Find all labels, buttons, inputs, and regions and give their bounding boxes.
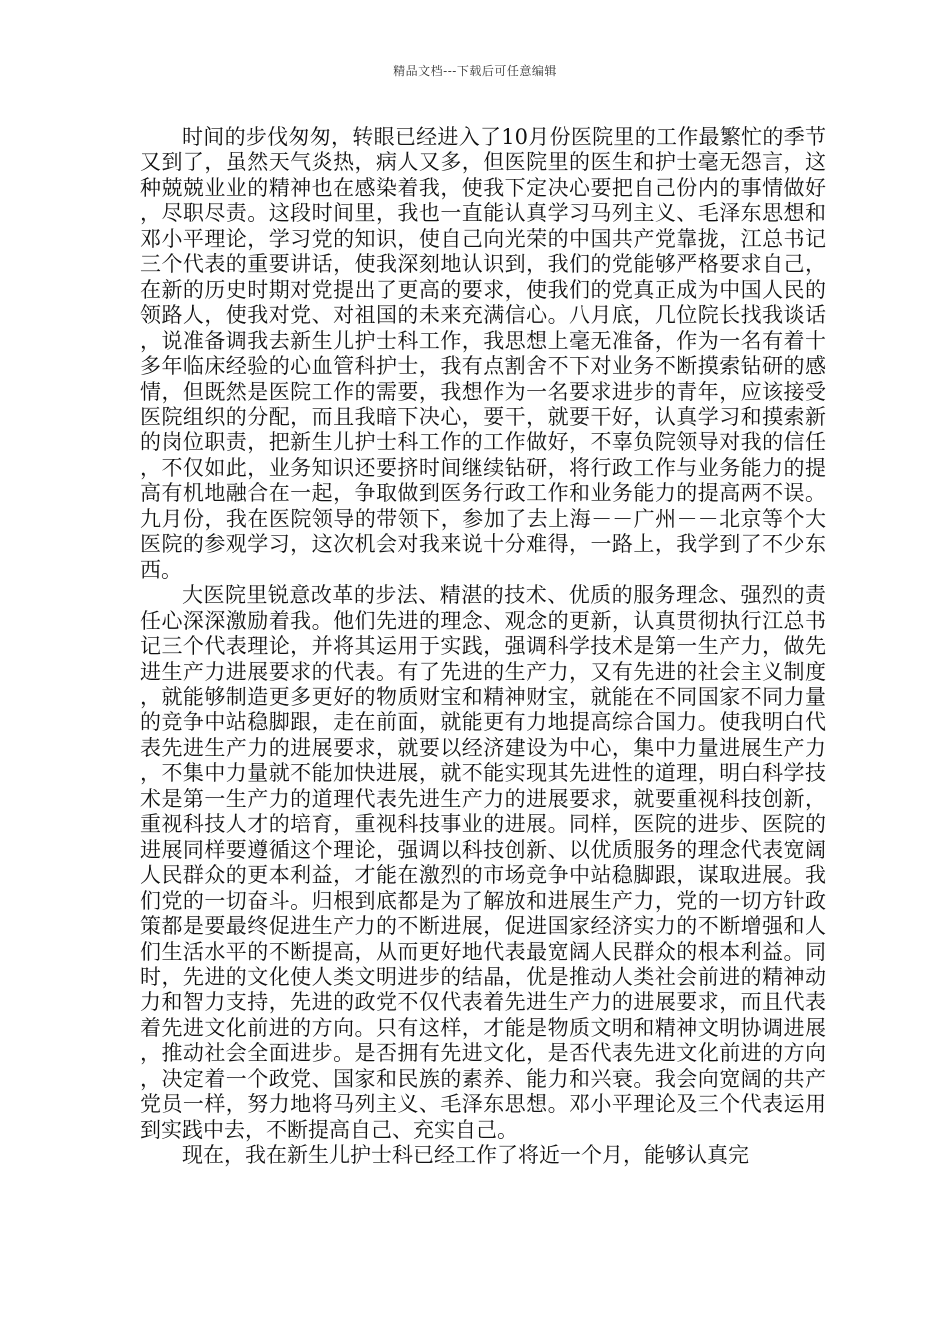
paragraph: 大医院里锐意改革的步法、精湛的技术、优质的服务理念、强烈的责任心深深激励着我。他们先进的理念、观念的更新，认真贯彻执行江总书记三个代表理论，并将其运用于实践，强调科学技术是第一生产力，做先进生产力进展要求的代表。有了先进的生产力，又有先进的社会主义制度，就能够制造更多更好的物质财宝和精神财宝，就能在不同国家不同力量的竞争中站稳脚跟，走在前面，就能更有力地提高综合国力。使我明白代表先进生产力的进展要求，就要以经济建设为中心，集中力量进展生产力，不集中力量就不能加快进展，就不能实现其先进性的道理，明白科学技术是第一生产力的道理代表先进生产力的进展要求，就要重视科技创新，重视科技人才的培育，重视科技事业的进展。同样，医院的进步、医院的进展同样要遵循这个理论，强调以科技创新、以优质服务的理念代表宽阔人民群众的更本利益，才能在激烈的市场竞争中站稳脚跟，谋取进展。我们党的一切奋斗。归根到底都是为了解放和进展生产力，党的一切方针政策都是要最终促进生产力的不断进展，促进国家经济实力的不断增强和人们生活水平的不断提高，从而更好地代表最宽阔人民群众的根本利益。同时，先进的文化使人类文明进步的结晶，优是推动人类社会前进的精神动力和智力支持，先进的政党不仅代表着先进生产力的进展要求，而且代表着先进文化前进的方向。只有这样，才能是物质文明和精神文明协调进展，推动社会全面进步。是否拥有先进文化，是否代表先进文化前进的方向，决定着一个政党、国家和民族的素养、能力和兴衰。我会向宽阔的共产党员一样，努力地将马列主义、毛泽东思想。邓小平理论及三个代表运用到实践中去，不断提高自己、充实自己。 [140,583,826,1142]
document-body [140,125,826,1169]
paragraph: 现在，我在新生儿护士科已经工作了将近一个月，能够认真完 [182,1143,749,1168]
paragraph: 时间的步伐匆匆，转眼已经进入了10月份医院里的工作最繁忙的季节又到了，虽然天气炎热，病人又多，但医院里的医生和护士毫无怨言，这种兢兢业业的精神也在感染着我，使我下定决心要把自己份内的事情做好，尽职尽责。这段时间里，我也一直能认真学习马列主义、毛泽东思想和邓小平理论，学习党的知识，使自己向光荣的中国共产党靠拢，江总书记三个代表的重要讲话，使我深刻地认识到，我们的党能够严格要求自己，在新的历史时期对党提出了更高的要求，使我们的党真正成为中国人民的领路人，使我对党、对祖国的未来充满信心。八月底，几位院长找我谈话，说准备调我去新生儿护士科工作，我思想上毫无准备，作为一名有着十多年临床经验的心血管科护士，我有点割舍不下对业务不断摸索钻研的感情，但既然是医院工作的需要，我想作为一名要求进步的青年，应该接受医院组织的分配，而且我暗下决心，要干，就要干好，认真学习和摸索新的岗位职责，把新生儿护士科工作的工作做好，不辜负院领导对我的信任，不仅如此，业务知识还要挤时间继续钻研，将行政工作与业务能力的提高有机地融合在一起，争取做到医务行政工作和业务能力的提高两不误。九月份，我在医院领导的带领下，参加了去上海－－广州－－北京等个大医院的参观学习，这次机会对我来说十分难得，一路上，我学到了不少东西。 [140,125,826,582]
header-note: 精品文档---下载后可任意编辑 [393,64,557,78]
